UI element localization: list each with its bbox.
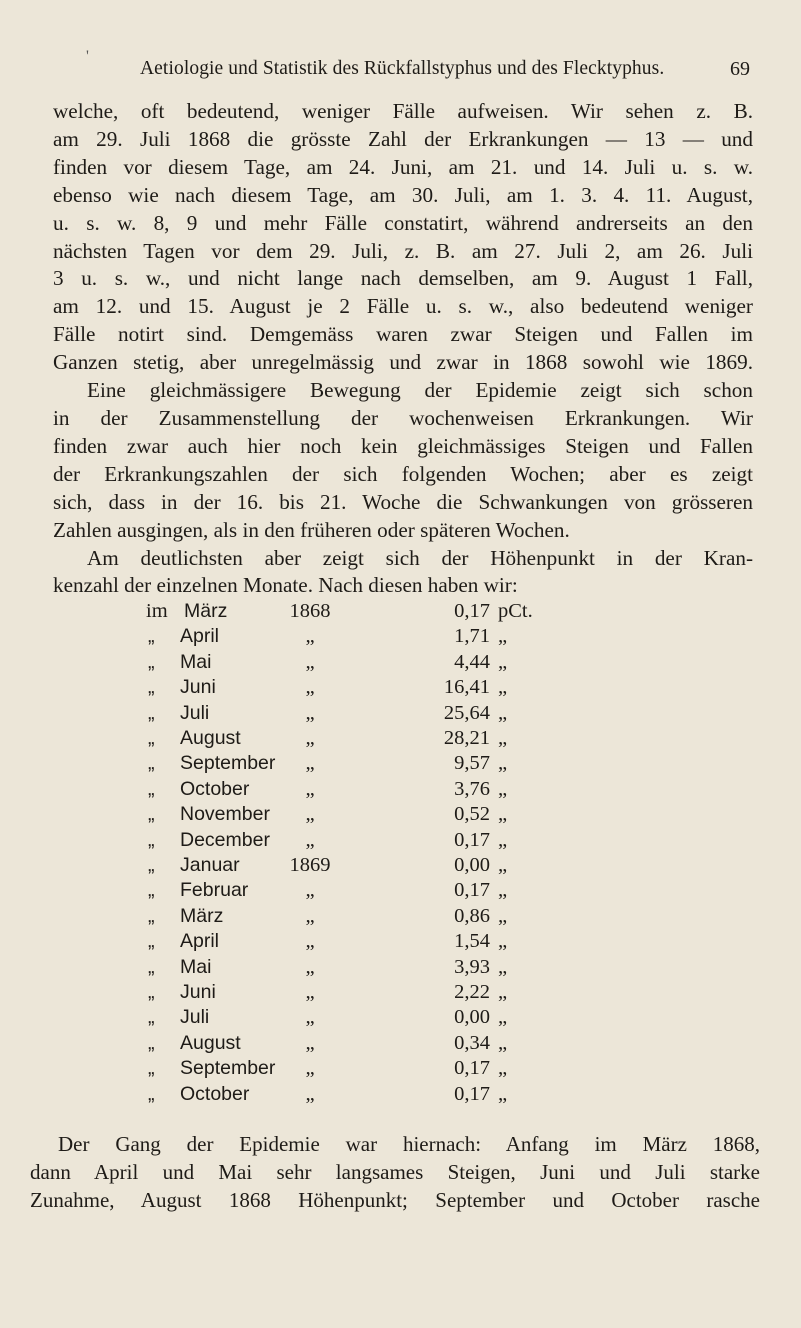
percent-cell: 0,00 (454, 854, 490, 876)
text-line: in der Zusammenstellung der wochenweisen Erkrankungen. Wir (53, 405, 753, 430)
year-cell: „ (305, 828, 315, 851)
ditto-mark: „ (498, 879, 508, 902)
table-row (0, 651, 801, 675)
table-row (0, 1006, 801, 1030)
table-row (0, 676, 801, 700)
percent-cell: 4,44 (454, 650, 490, 673)
percent-cell: 0,86 (454, 904, 490, 927)
ditto-mark: „ (148, 777, 155, 800)
year-cell: „ (305, 1057, 315, 1080)
ditto-mark: „ (148, 981, 155, 1003)
year-cell: „ (305, 879, 315, 902)
table-row (0, 702, 801, 726)
table-row (0, 1083, 801, 1107)
percent-cell: 1,71 (454, 625, 490, 648)
ditto-mark: „ (498, 625, 508, 648)
year-cell: „ (305, 1031, 315, 1054)
percent-cell: 0,17 (454, 828, 490, 851)
year-cell: „ (305, 904, 315, 927)
month-cell: April (180, 930, 220, 953)
table-row (0, 956, 801, 980)
year-cell: „ (305, 981, 315, 1003)
month-cell: December (180, 828, 270, 851)
ditto-mark: „ (148, 803, 155, 826)
ditto-mark: „ (148, 879, 155, 902)
text-line: am 29. Juli 1868 die grösste Zahl der Erkrankungen — 13 — und (53, 126, 753, 151)
ditto-mark: „ (498, 777, 508, 800)
table-row (0, 981, 801, 1005)
year-cell: „ (305, 625, 315, 648)
text-line: u. s. w. 8, 9 und mehr Fälle constatirt, während andrerseits an den (53, 210, 753, 235)
month-cell: August (180, 1031, 241, 1054)
running-header (60, 48, 750, 88)
percent-cell: 0,17 (454, 879, 490, 902)
ditto-mark: „ (148, 904, 155, 927)
ditto-mark: „ (148, 828, 155, 851)
text-line: Zahlen ausgingen, als in den früheren oder späteren Wochen. (53, 517, 570, 542)
year-cell: „ (305, 727, 315, 749)
ditto-mark: „ (498, 650, 508, 673)
text-line: finden vor diesem Tage, am 24. Juni, am 21. und 14. Juli u. s. w. (53, 154, 753, 179)
text-line: am 12. und 15. August je 2 Fälle u. s. w., also bedeutend weniger (53, 294, 753, 319)
ditto-mark: „ (498, 1082, 508, 1105)
year-cell: 1868 (289, 600, 331, 622)
ditto-mark: „ (498, 904, 508, 927)
month-cell: October (180, 1082, 250, 1105)
table-row (0, 1057, 801, 1081)
ditto-mark: „ (498, 828, 508, 851)
ditto-mark: „ (148, 676, 155, 699)
year-cell: „ (305, 803, 315, 826)
percent-cell: 9,57 (454, 752, 490, 775)
ditto-mark: „ (148, 1057, 155, 1080)
year-cell: „ (305, 777, 315, 800)
ditto-mark: „ (498, 701, 508, 724)
percent-cell: 25,64 (443, 701, 490, 724)
closing-paragraph (30, 1130, 760, 1214)
percent-cell: 0,17 (454, 1057, 490, 1080)
month-cell: August (180, 727, 241, 749)
table-row (0, 905, 801, 929)
ditto-mark: „ (498, 930, 508, 953)
month-cell: April (180, 625, 220, 648)
year-cell: 1869 (289, 854, 331, 876)
table-row (0, 879, 801, 903)
month-cell: Mai (180, 955, 212, 978)
ditto-mark: „ (498, 1006, 508, 1029)
page-number: 69 (730, 58, 750, 80)
text-line: der Erkrankungszahlen der sich folgenden Wochen; aber es zeigt (53, 461, 753, 486)
text-line: Zunahme, August 1868 Höhenpunkt; September und October rasche (30, 1188, 760, 1212)
printer-mark: ' (86, 48, 89, 65)
percent-cell: 28,21 (443, 727, 490, 749)
ditto-mark: „ (148, 625, 155, 648)
paragraph-1 (53, 98, 753, 600)
text-line: Der Gang der Epidemie war hiernach: Anfang im März 1868, (58, 1132, 760, 1156)
ditto-mark: „ (498, 1057, 508, 1080)
percent-cell: 0,34 (454, 1031, 490, 1054)
table-row (0, 854, 801, 878)
text-line: Ganzen stetig, aber unregelmässig und zwar in 1868 sowohl wie 1869. (53, 350, 753, 375)
text-line: sich, dass in der 16. bis 21. Woche die Schwankungen von grösseren (53, 489, 753, 514)
month-cell: Juni (180, 676, 216, 699)
ditto-mark: „ (498, 752, 508, 775)
ditto-mark: „ (498, 803, 508, 826)
table-row (0, 778, 801, 802)
table-row (0, 930, 801, 954)
text-line: kenzahl der einzelnen Monate. Nach diesen haben wir: (53, 573, 518, 598)
ditto-mark: „ (148, 1006, 155, 1029)
unit-label: pCt. (498, 600, 533, 622)
percent-cell: 3,76 (454, 777, 490, 800)
month-cell: Juli (180, 1006, 210, 1029)
table-row (0, 752, 801, 776)
ditto-mark: „ (498, 676, 508, 699)
percent-cell: 0,17 (454, 600, 490, 622)
ditto-mark: „ (498, 981, 508, 1003)
text-line: nächsten Tagen vor dem 29. Juli, z. B. am 27. Juli 2, am 26. Juli (53, 238, 753, 263)
table-row (0, 803, 801, 827)
year-cell: „ (305, 1006, 315, 1029)
month-cell: September (180, 752, 276, 775)
month-cell: November (180, 803, 270, 826)
year-cell: „ (305, 752, 315, 775)
month-cell: Februar (180, 879, 249, 902)
text-line: finden zwar auch hier noch kein gleichmässiges Steigen und Fallen (53, 433, 753, 458)
percent-cell: 1,54 (454, 930, 490, 953)
table-row (0, 625, 801, 649)
table-row (0, 600, 801, 624)
text-line: Am deutlichsten aber zeigt sich der Höhenpunkt in der Kran- (87, 545, 753, 570)
percent-cell: 0,17 (454, 1082, 490, 1105)
percent-cell: 0,00 (454, 1006, 490, 1029)
text-line: Fälle notirt sind. Demgemäss waren zwar Steigen und Fallen im (53, 322, 753, 347)
ditto-mark: „ (148, 1031, 155, 1054)
month-cell: Januar (180, 854, 240, 876)
year-cell: „ (305, 650, 315, 673)
ditto-mark: „ (498, 955, 508, 978)
text-line: ebenso wie nach diesem Tage, am 30. Juli, am 1. 3. 4. 11. August, (53, 182, 753, 207)
year-cell: „ (305, 1082, 315, 1105)
year-cell: „ (305, 930, 315, 953)
percent-cell: 0,52 (454, 803, 490, 826)
month-cell: März (180, 904, 224, 927)
percent-cell: 2,22 (454, 981, 490, 1003)
ditto-mark: „ (498, 854, 508, 876)
row-prefix: im (146, 600, 168, 622)
ditto-mark: „ (148, 727, 155, 749)
year-cell: „ (305, 676, 315, 699)
text-line: Eine gleichmässigere Bewegung der Epidemie zeigt sich schon (87, 378, 753, 403)
year-cell: „ (305, 955, 315, 978)
ditto-mark: „ (148, 701, 155, 724)
month-cell: März (184, 600, 228, 622)
text-line: welche, oft bedeutend, weniger Fälle aufweisen. Wir sehen z. B. (53, 99, 753, 123)
percent-cell: 16,41 (443, 676, 490, 699)
ditto-mark: „ (148, 955, 155, 978)
month-cell: September (180, 1057, 276, 1080)
ditto-mark: „ (148, 752, 155, 775)
ditto-mark: „ (148, 854, 155, 876)
ditto-mark: „ (498, 1031, 508, 1054)
text-line: dann April und Mai sehr langsames Steigen, Juni und Juli starke (30, 1160, 760, 1184)
table-row (0, 829, 801, 853)
ditto-mark: „ (148, 650, 155, 673)
percent-cell: 3,93 (454, 955, 490, 978)
month-cell: Juli (180, 701, 210, 724)
running-title: Aetiologie und Statistik des Rückfallstyphus und des Flecktyphus. (140, 58, 665, 79)
month-cell: October (180, 777, 250, 800)
month-cell: Juni (180, 981, 216, 1003)
ditto-mark: „ (498, 727, 508, 749)
text-line: 3 u. s. w., und nicht lange nach demselben, am 9. August 1 Fall, (53, 266, 753, 291)
year-cell: „ (305, 701, 315, 724)
month-cell: Mai (180, 650, 212, 673)
ditto-mark: „ (148, 930, 155, 953)
ditto-mark: „ (148, 1082, 155, 1105)
table-row (0, 727, 801, 751)
table-row (0, 1032, 801, 1056)
